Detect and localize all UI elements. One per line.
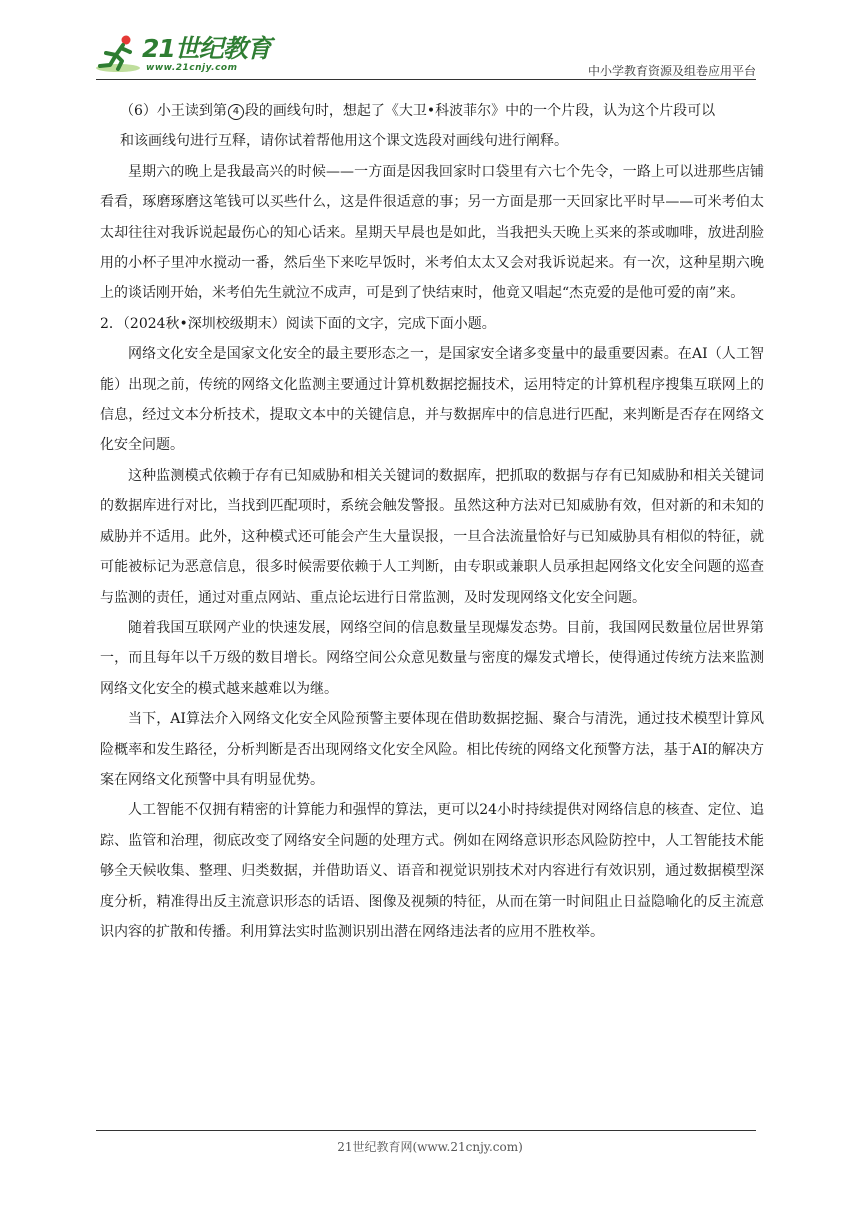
passage-paragraph: 随着我国互联网产业的快速发展，网络空间的信息数量呈现爆发态势。目前，我国网民数量位居世界第一，而且每年以千万级的数目增长。网络空间公众意见数量与密度的爆发式增长，使得通过传统方法来监测网络文化安全的模式越来越难以为继。 bbox=[100, 619, 764, 697]
question-6-text-a: （6）小王读到第 bbox=[120, 103, 227, 119]
platform-label: 中小学教育资源及组卷应用平台 bbox=[587, 64, 756, 78]
question-6 bbox=[100, 96, 764, 157]
site-logo[interactable] bbox=[96, 32, 296, 76]
passage-paragraph: 这种监测模式依赖于存有已知威胁和相关关键词的数据库，把抓取的数据与存有已知威胁和相关关键词的数据库进行对比，当找到匹配项时，系统会触发警报。虽然这种方法对已知威胁有效，但对新的和未知的威胁并不适用。此外，这种模式还可能会产生大量误报，一旦合法流量恰好与已知威胁具有相似的特征，就可能被标记为恶意信息，很多时候需要依赖于人工判断，由专职或兼职人员承担起网络文化安全问题的巡查与监测的责任，通过对重点网站、重点论坛进行日常监测，及时发现网络文化安全问题。 bbox=[100, 467, 764, 606]
page-footer[interactable]: 21世纪教育网(www.21cnjy.com) bbox=[337, 1140, 523, 1154]
circled-number: 4 bbox=[228, 104, 244, 120]
question-6-text-b: 段的画线句时，想起了《大卫•科波菲尔》中的一个片段，认为这个片段可以 bbox=[244, 103, 716, 119]
footer-divider bbox=[96, 1130, 756, 1131]
novel-excerpt: 星期六的晚上是我最高兴的时候——一方面是因我回家时口袋里有六七个先令，一路上可以进那些店铺看看，琢磨琢磨这笔钱可以买些什么，这是件很适意的事；另一方面是那一天回家比平时早——可米考伯太太却往往对我诉说起最伤心的知心话来。星期天早晨也是如此，当我把头天晚上买来的茶或咖啡，放进刮脸用的小杯子里冲水搅动一番，然后坐下来吃早饭时，米考伯太太又会对我诉说起来。有一次，这种星期六晚上的谈话刚开始，米考伯先生就泣不成声，可是到了快结束时，他竟又唱起“杰克爱的是他可爱的南”来。 bbox=[100, 163, 764, 302]
runner-logo-icon bbox=[96, 34, 146, 74]
logo-wordmark: 21世纪教育 bbox=[142, 34, 271, 63]
passage-paragraph: 人工智能不仅拥有精密的计算能力和强悍的算法，更可以24小时持续提供对网络信息的核查、定位、追踪、监管和治理，彻底改变了网络安全问题的处理方式。例如在网络意识形态风险防控中，人工智能技术能够全天候收集、整理、归类数据，并借助语义、语音和视觉识别技术对内容进行有效识别，通过数据模型深度分析，精准得出反主流意识形态的话语、图像及视频的特征，从而在第一时间阻止日益隐喻化的反主流意识内容的扩散和传播。利用算法实时监测识别出潜在网络违法者的应用不胜枚举。 bbox=[100, 802, 764, 940]
header-divider bbox=[96, 79, 756, 80]
passage-paragraph: 当下，AI算法介入网络文化安全风险预警主要体现在借助数据挖掘、聚合与清洗，通过技术模型计算风险概率和发生路径，分析判断是否出现网络文化安全风险。相比传统的网络文化预警方法，基于AI的解决方案在网络文化预警中具有明显优势。 bbox=[100, 711, 764, 788]
question-6-text-c: 和该画线句进行互释，请你试着帮他用这个课文选段对画线句进行阐释。 bbox=[120, 133, 568, 150]
page-header bbox=[96, 32, 756, 80]
passage-paragraph: 网络文化安全是国家文化安全的最主要形态之一，是国家安全诸多变量中的最重要因素。在AI（人工智能）出现之前，传统的网络文化监测主要通过计算机数据挖掘技术，运用特定的计算机程序搜集互联网上的信息，经过文本分析技术，提取文本中的关键信息，并与数据库中的信息进行匹配，来判断是否存在网络文化安全问题。 bbox=[100, 346, 764, 454]
logo-url: www.21cnjy.com bbox=[146, 63, 238, 73]
question-2-heading: 2．（2024秋•深圳校级期末）阅读下面的文字，完成下面小题。 bbox=[100, 315, 496, 332]
document-body bbox=[100, 96, 764, 947]
